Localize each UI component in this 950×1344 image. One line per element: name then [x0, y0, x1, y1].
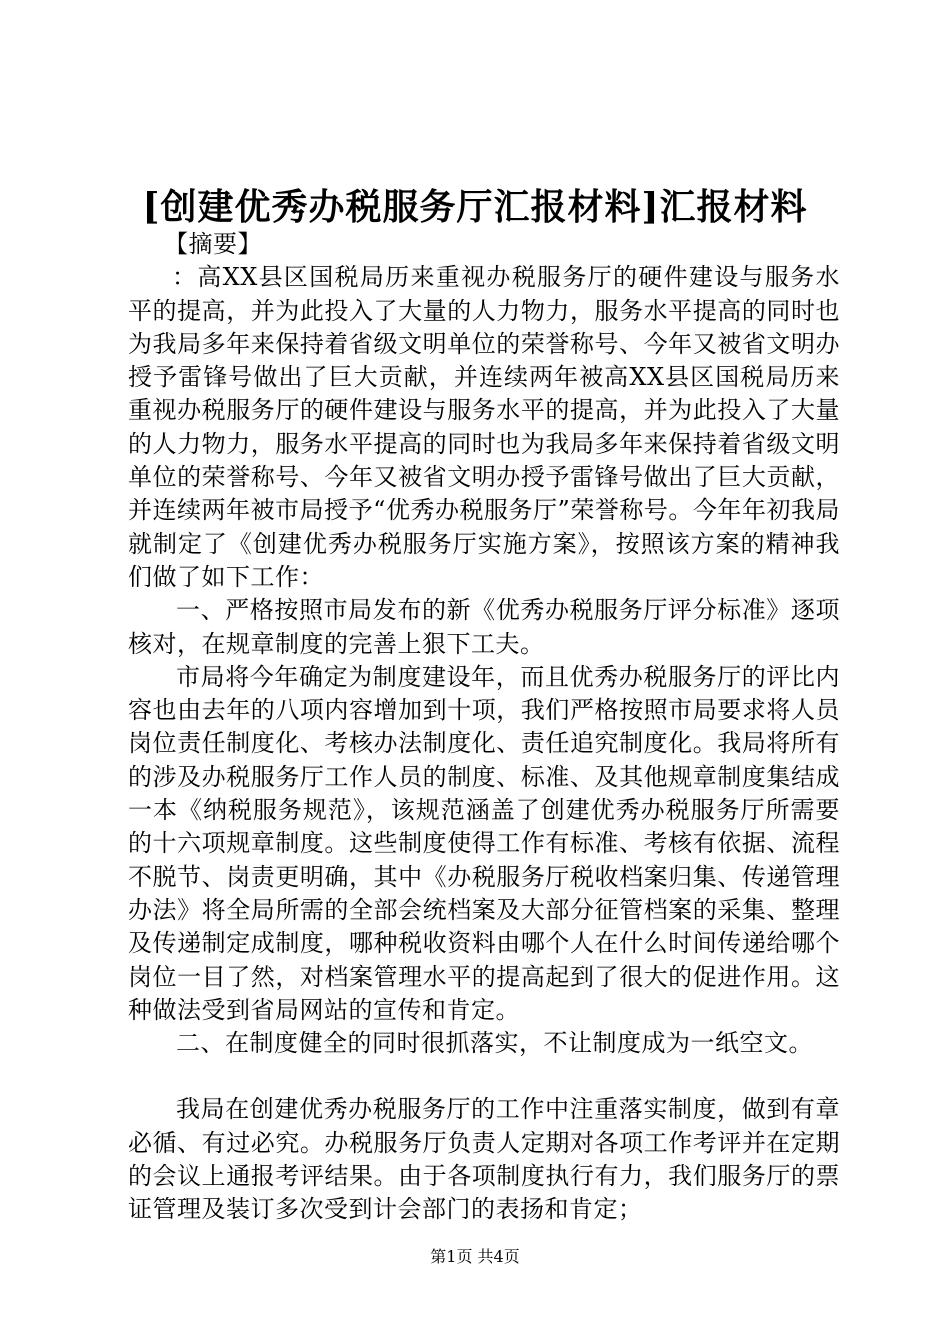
document-body — [128, 228, 840, 1227]
abstract-label: 【摘要】 — [164, 230, 262, 258]
document-title: [创建优秀办税服务厅汇报材料]汇报材料 — [142, 186, 808, 228]
section-heading-1: 一、严格按照市局发布的新《优秀办税服务厅评分标准》逐项核对，在规章制度的完善上狠下工夫。 — [128, 596, 840, 658]
body-paragraph: 我局在创建优秀办税服务厅的工作中注重落实制度，做到有章必循、有过必究。办税服务厅负责人定期对各项工作考评并在定期的会议上通报考评结果。由于各项制度执行有力，我们服务厅的票证管理及装订多次受到计会部门的表扬和肯定； — [128, 1095, 840, 1224]
page-number-footer: 第1页 共4页 — [430, 1247, 520, 1266]
section-heading-2: 二、在制度健全的同时很抓落实，不让制度成为一纸空文。 — [176, 1029, 813, 1058]
body-paragraph: 市局将今年确定为制度建设年，而且优秀办税服务厅的评比内容也由去年的八项内容增加到十项，我们严格按照市局要求将人员岗位责任制度化、考核办法制度化、责任追究制度化。我局将所有的涉及办税服务厅工作人员的制度、标准、及其他规章制度集结成一本《纳税服务规范》，该规范涵盖了创建优秀办税服务厅所需要的十六项规章制度。这些制度使得工作有标准、考核有依据、流程不脱节、岗责更明确，其中《办税服务厅税收档案归集、传递管理办法》将全局所需的全部会统档案及大部分征管档案的采集、整理及传递制定成制度，哪种税收资料由哪个人在什么时间传递给哪个岗位一目了然，对档案管理水平的提高起到了很大的促进作用。这种做法受到省局网站的宣传和肯定。 — [128, 662, 840, 1024]
abstract-paragraph: ：高XX县区国税局历来重视办税服务厅的硬件建设与服务水平的提高，并为此投入了大量的人力物力，服务水平提高的同时也为我局多年来保持着省级文明单位的荣誉称号、今年又被省文明办授予雷锋号做出了巨大贡献，并连续两年被高XX县区国税局历来重视办税服务厅的硬件建设与服务水平的提高，并为此投入了大量的人力物力，服务水平提高的同时也为我局多年来保持着省级文明单位的荣誉称号、今年又被省文明办授予雷锋号做出了巨大贡献，并连续两年被市局授予“优秀办税服务厅”荣誉称号。今年年初我局就制定了《创建优秀办税服务厅实施方案》，按照该方案的精神我们做了如下工作： — [128, 263, 840, 591]
